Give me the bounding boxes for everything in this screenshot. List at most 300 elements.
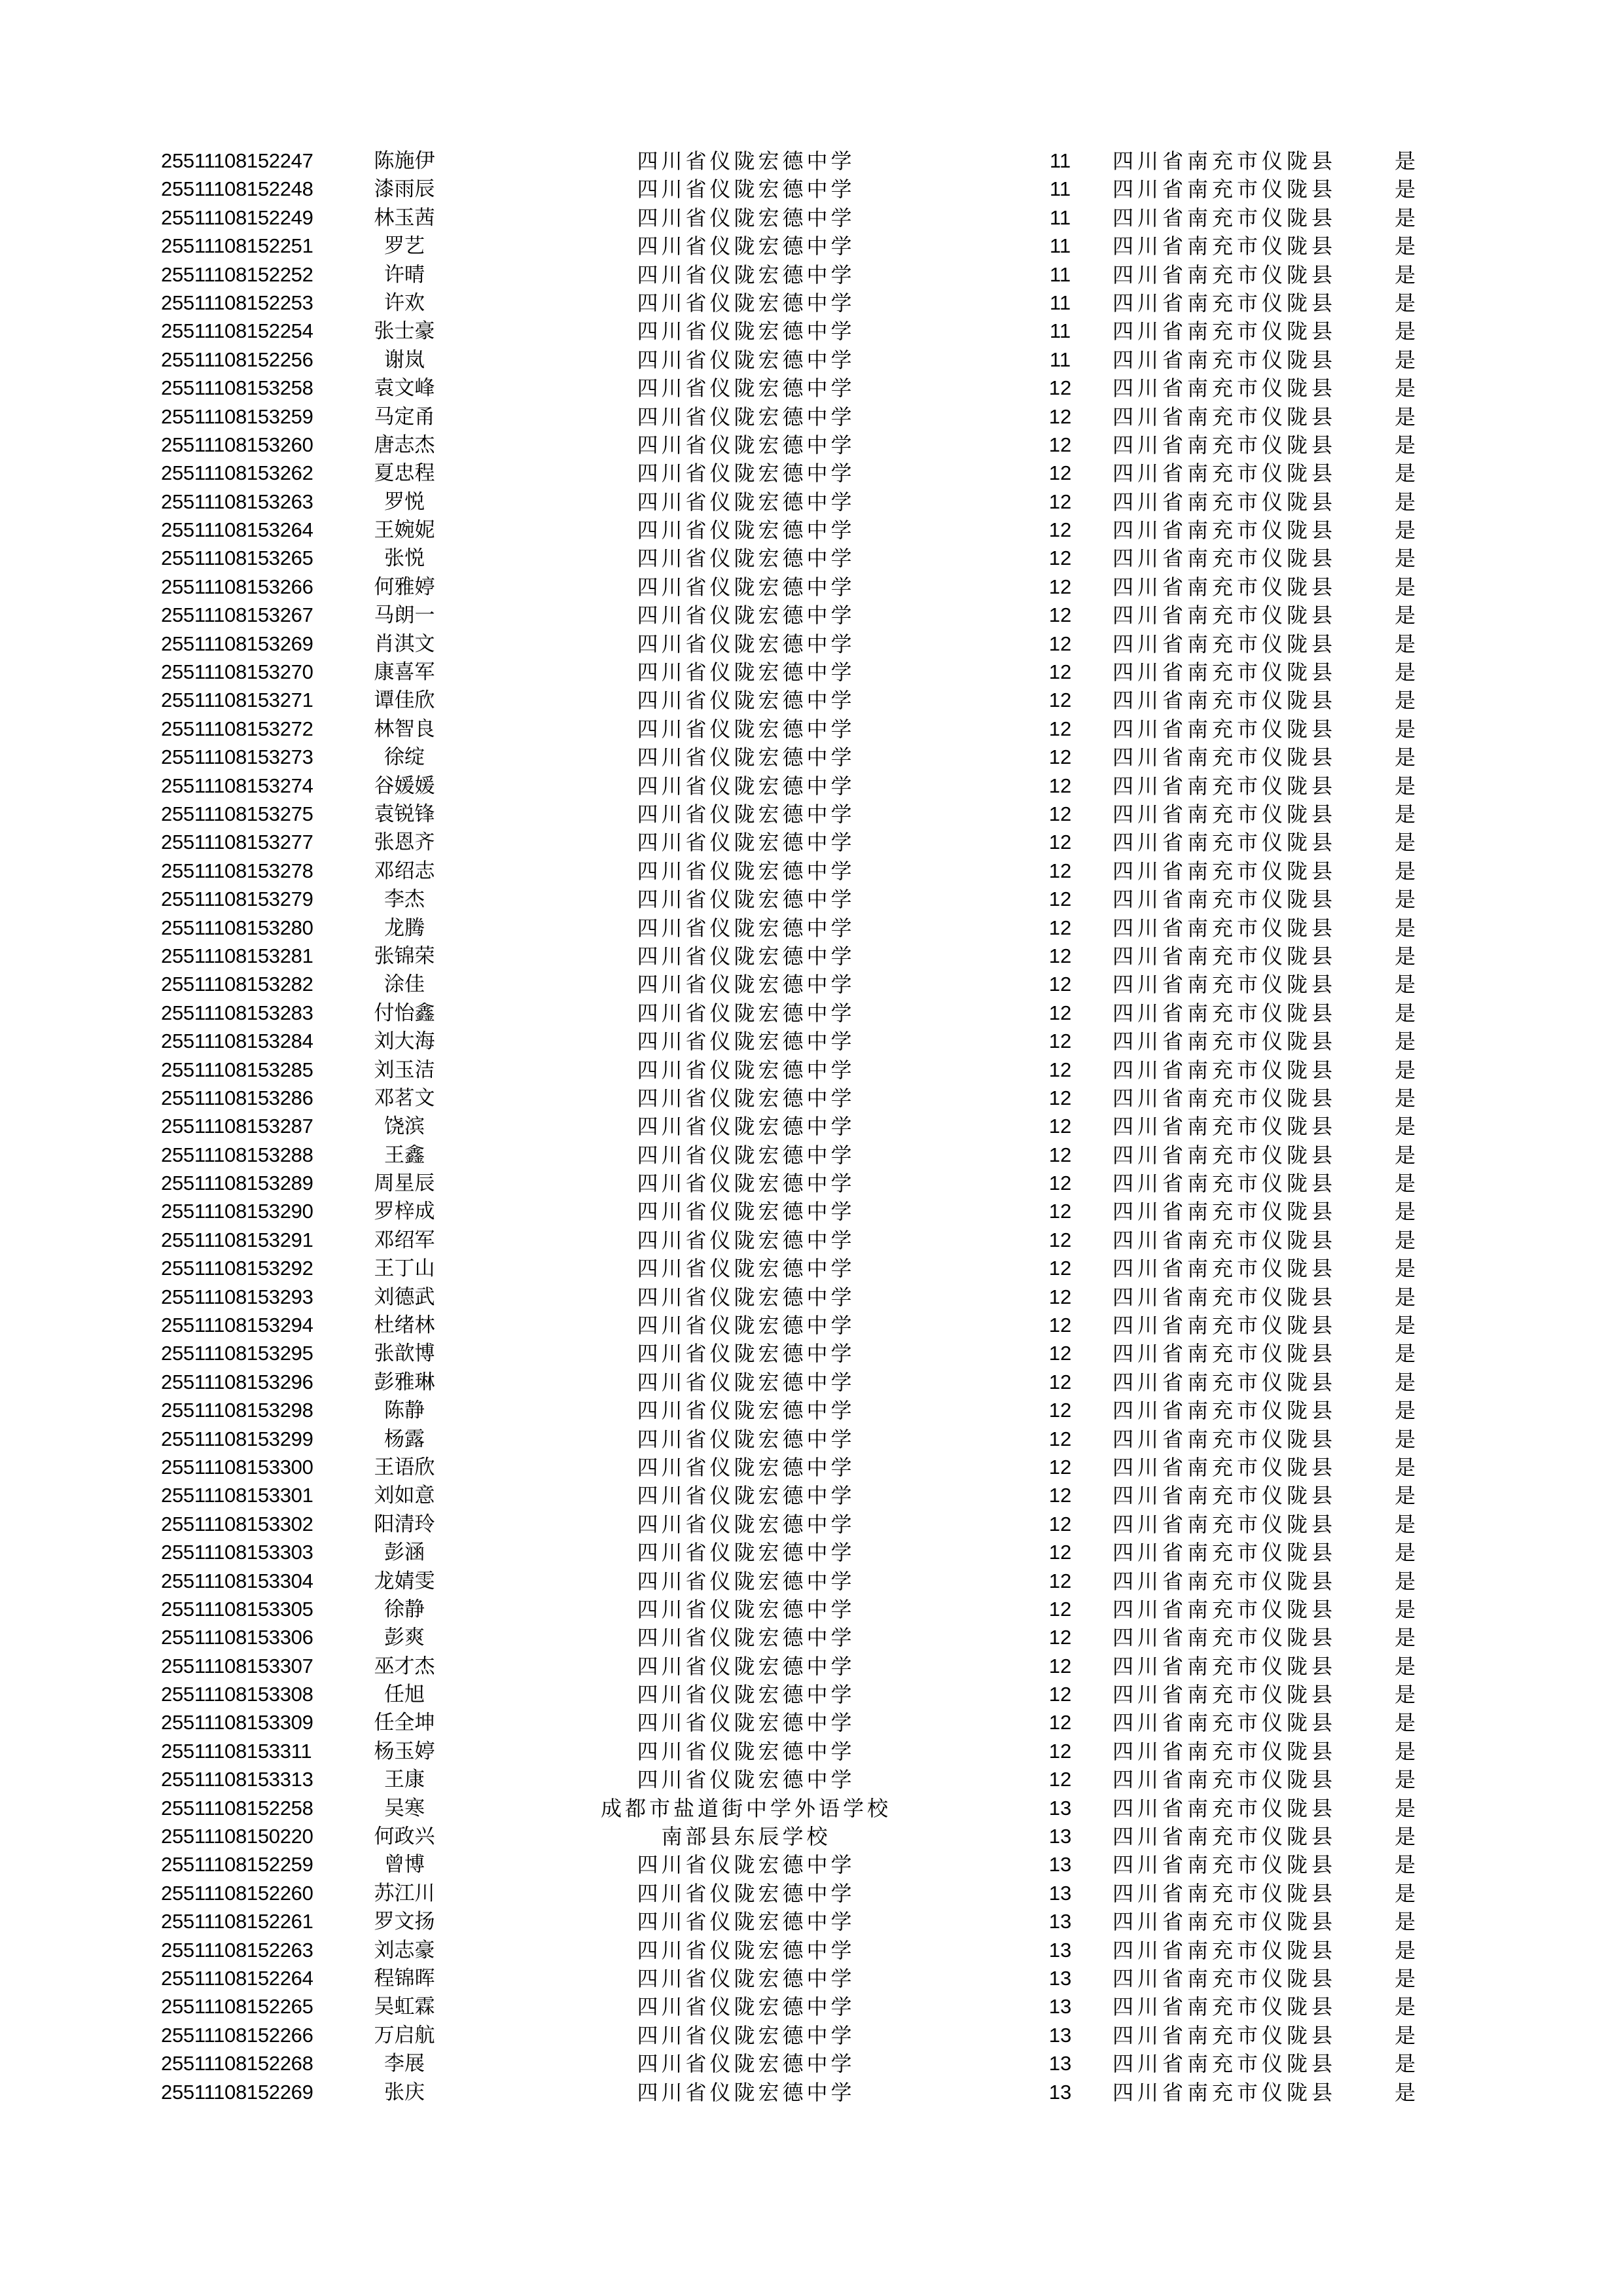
region-cell: 四川省南充市仪陇县 (1113, 1341, 1337, 1367)
school-cell: 四川省仪陇宏德中学 (637, 1596, 855, 1622)
region-cell: 四川省南充市仪陇县 (1113, 2079, 1337, 2105)
school-cell: 四川省仪陇宏德中学 (637, 290, 855, 315)
student-name-cell: 许欢 (384, 291, 425, 315)
candidate-id-cell: 25511108153274 (161, 774, 313, 797)
student-name-cell: 徐静 (384, 1597, 425, 1621)
group-number-cell: 12 (1048, 1086, 1072, 1109)
school-cell: 四川省仪陇宏德中学 (637, 518, 855, 543)
table-row (0, 1000, 1623, 1028)
candidate-id-cell: 25511108153271 (161, 689, 313, 712)
student-name-cell: 龙腾 (384, 916, 425, 940)
region-cell: 四川省南充市仪陇县 (1113, 1227, 1337, 1253)
group-number-cell: 12 (1048, 1001, 1072, 1024)
student-name-cell: 马定甬 (374, 404, 435, 429)
region-cell: 四川省南充市仪陇县 (1113, 1852, 1337, 1878)
group-number-cell: 12 (1048, 944, 1072, 967)
candidate-id-cell: 25511108153290 (161, 1200, 313, 1223)
student-name-cell: 苏江川 (374, 1881, 435, 1905)
candidate-id-cell: 25511108152265 (161, 1995, 313, 2018)
status-flag-cell: 是 (1394, 716, 1416, 742)
table-row (0, 1568, 1623, 1596)
student-name-cell: 程锦晖 (374, 1967, 435, 1990)
student-name-cell: 龙婧雯 (374, 1569, 435, 1593)
group-number-cell: 13 (1048, 1825, 1072, 1848)
table-row (0, 1823, 1623, 1852)
school-cell: 四川省仪陇宏德中学 (637, 1199, 855, 1225)
student-name-cell: 曾博 (384, 1853, 425, 1877)
table-row (0, 176, 1623, 204)
student-name-cell: 袁锐锋 (374, 802, 435, 826)
school-cell: 四川省仪陇宏德中学 (637, 1880, 855, 1906)
school-cell: 四川省仪陇宏德中学 (637, 1625, 855, 1651)
student-name-cell: 徐绽 (384, 745, 425, 770)
school-cell: 四川省仪陇宏德中学 (637, 1085, 855, 1111)
group-number-cell: 11 (1049, 149, 1071, 172)
region-cell: 四川省南充市仪陇县 (1113, 1171, 1337, 1196)
table-row (0, 744, 1623, 772)
candidate-id-cell: 25511108153291 (161, 1228, 313, 1251)
candidate-id-cell: 25511108153272 (161, 717, 313, 740)
status-flag-cell: 是 (1394, 1540, 1416, 1566)
student-name-cell: 刘大海 (374, 1030, 435, 1054)
candidate-id-cell: 25511108152260 (161, 1881, 313, 1905)
region-cell: 四川省南充市仪陇县 (1113, 2051, 1337, 2077)
school-cell: 四川省仪陇宏德中学 (637, 972, 855, 997)
school-cell: 四川省仪陇宏德中学 (637, 461, 855, 486)
region-cell: 四川省南充市仪陇县 (1113, 1710, 1337, 1736)
table-row (0, 1028, 1623, 1056)
student-name-cell: 谷媛媛 (374, 774, 435, 798)
school-cell: 四川省仪陇宏德中学 (637, 1511, 855, 1537)
status-flag-cell: 是 (1394, 1057, 1416, 1083)
student-name-cell: 巫才杰 (374, 1654, 435, 1678)
student-name-cell: 李杰 (384, 888, 425, 912)
status-flag-cell: 是 (1394, 262, 1416, 287)
region-cell: 四川省南充市仪陇县 (1113, 574, 1337, 600)
group-number-cell: 12 (1048, 1172, 1072, 1195)
group-number-cell: 12 (1048, 603, 1072, 627)
region-cell: 四川省南充市仪陇县 (1113, 1540, 1337, 1566)
table-row (0, 545, 1623, 573)
table-row (0, 1624, 1623, 1653)
group-number-cell: 12 (1048, 745, 1072, 769)
school-cell: 四川省仪陇宏德中学 (637, 489, 855, 514)
student-name-cell: 万启航 (374, 2023, 435, 2047)
student-name-cell: 涂佳 (384, 973, 425, 997)
table-row (0, 262, 1623, 290)
school-cell: 四川省仪陇宏德中学 (637, 1966, 855, 1991)
status-flag-cell: 是 (1394, 2022, 1416, 2048)
region-cell: 四川省南充市仪陇县 (1113, 546, 1337, 571)
region-cell: 四川省南充市仪陇县 (1113, 1284, 1337, 1310)
student-name-cell: 刘如意 (374, 1484, 435, 1508)
group-number-cell: 11 (1049, 319, 1071, 343)
candidate-id-cell: 25511108153285 (161, 1058, 313, 1081)
student-name-cell: 邓绍志 (374, 859, 435, 883)
candidate-id-cell: 25511108153269 (161, 632, 313, 655)
candidate-id-cell: 25511108153306 (161, 1626, 313, 1649)
candidate-id-cell: 25511108153289 (161, 1172, 313, 1195)
table-row (0, 574, 1623, 602)
group-number-cell: 12 (1048, 461, 1072, 485)
group-number-cell: 11 (1049, 291, 1071, 314)
group-number-cell: 12 (1048, 490, 1072, 513)
region-cell: 四川省南充市仪陇县 (1113, 2022, 1337, 2048)
group-number-cell: 12 (1048, 1058, 1072, 1081)
table-row (0, 1454, 1623, 1482)
student-name-cell: 谭佳欣 (374, 689, 435, 713)
status-flag-cell: 是 (1394, 1795, 1416, 1821)
table-row (0, 943, 1623, 971)
region-cell: 四川省南充市仪陇县 (1113, 1682, 1337, 1708)
region-cell: 四川省南充市仪陇县 (1113, 1454, 1337, 1480)
student-name-cell: 漆雨辰 (374, 177, 435, 202)
table-row (0, 432, 1623, 460)
candidate-id-cell: 25511108153283 (161, 1001, 313, 1024)
status-flag-cell: 是 (1394, 688, 1416, 713)
status-flag-cell: 是 (1394, 943, 1416, 969)
status-flag-cell: 是 (1394, 858, 1416, 884)
student-name-cell: 杨露 (384, 1427, 425, 1451)
student-name-cell: 阳清玲 (374, 1512, 435, 1536)
student-name-cell: 王丁山 (374, 1257, 435, 1281)
group-number-cell: 12 (1048, 404, 1072, 428)
school-cell: 四川省仪陇宏德中学 (637, 773, 855, 798)
school-cell: 四川省仪陇宏德中学 (637, 858, 855, 884)
region-cell: 四川省南充市仪陇县 (1113, 1398, 1337, 1424)
student-name-cell: 彭雅琳 (374, 1370, 435, 1394)
table-row (0, 631, 1623, 659)
region-cell: 四川省南充市仪陇县 (1113, 1142, 1337, 1168)
region-cell: 四川省南充市仪陇县 (1113, 1057, 1337, 1083)
group-number-cell: 13 (1048, 1796, 1072, 1820)
group-number-cell: 12 (1048, 1143, 1072, 1166)
status-flag-cell: 是 (1394, 1000, 1416, 1026)
candidate-id-cell: 25511108153277 (161, 831, 313, 854)
student-name-cell: 袁文峰 (374, 376, 435, 401)
candidate-id-cell: 25511108152259 (161, 1853, 313, 1876)
student-name-cell: 刘志豪 (374, 1938, 435, 1962)
school-cell: 四川省仪陇宏德中学 (637, 347, 855, 372)
student-name-cell: 刘玉洁 (374, 1058, 435, 1082)
region-cell: 四川省南充市仪陇县 (1113, 688, 1337, 713)
candidate-id-cell: 25511108152263 (161, 1938, 313, 1962)
status-flag-cell: 是 (1394, 205, 1416, 230)
student-name-cell: 张歆博 (374, 1342, 435, 1366)
candidate-id-cell: 25511108153296 (161, 1370, 313, 1393)
candidate-id-cell: 25511108152248 (161, 177, 313, 201)
group-number-cell: 12 (1048, 1342, 1072, 1365)
status-flag-cell: 是 (1394, 2051, 1416, 2077)
table-row (0, 1113, 1623, 1141)
candidate-id-cell: 25511108152266 (161, 2023, 313, 2047)
group-number-cell: 12 (1048, 1200, 1072, 1223)
school-cell: 四川省仪陇宏德中学 (637, 2051, 855, 2077)
candidate-id-cell: 25511108153260 (161, 433, 313, 456)
group-number-cell: 12 (1048, 1399, 1072, 1422)
table-row (0, 318, 1623, 346)
region-cell: 四川省南充市仪陇县 (1113, 858, 1337, 884)
group-number-cell: 12 (1048, 1030, 1072, 1053)
region-cell: 四川省南充市仪陇县 (1113, 149, 1337, 173)
school-cell: 四川省仪陇宏德中学 (637, 1540, 855, 1566)
student-name-cell: 马朗一 (374, 603, 435, 628)
status-flag-cell: 是 (1394, 1313, 1416, 1338)
region-cell: 四川省南充市仪陇县 (1113, 660, 1337, 685)
table-row (0, 1738, 1623, 1767)
group-number-cell: 12 (1048, 1484, 1072, 1507)
table-row (0, 1994, 1623, 2022)
school-cell: 四川省仪陇宏德中学 (637, 376, 855, 401)
table-row (0, 1511, 1623, 1539)
table-row (0, 375, 1623, 403)
region-cell: 四川省南充市仪陇县 (1113, 943, 1337, 969)
student-name-cell: 罗艺 (384, 234, 425, 259)
school-cell: 四川省仪陇宏德中学 (637, 1142, 855, 1168)
status-flag-cell: 是 (1394, 1767, 1416, 1793)
student-name-cell: 张士豪 (374, 319, 435, 344)
table-row (0, 971, 1623, 999)
group-number-cell: 12 (1048, 1314, 1072, 1337)
group-number-cell: 12 (1048, 1455, 1072, 1479)
student-name-cell: 李展 (384, 2052, 425, 2076)
region-cell: 四川省南充市仪陇县 (1113, 915, 1337, 941)
school-cell: 四川省仪陇宏德中学 (637, 1256, 855, 1282)
student-name-cell: 夏忠程 (374, 461, 435, 486)
group-number-cell: 11 (1049, 177, 1071, 201)
group-number-cell: 12 (1048, 1115, 1072, 1138)
status-flag-cell: 是 (1394, 461, 1416, 486)
status-flag-cell: 是 (1394, 1341, 1416, 1367)
school-cell: 四川省仪陇宏德中学 (637, 1114, 855, 1139)
student-name-cell: 吴寒 (384, 1796, 425, 1820)
table-row (0, 1426, 1623, 1454)
region-cell: 四川省南充市仪陇县 (1113, 773, 1337, 798)
group-number-cell: 12 (1048, 433, 1072, 456)
school-cell: 四川省仪陇宏德中学 (637, 1398, 855, 1424)
candidate-id-cell: 25511108153294 (161, 1314, 313, 1337)
status-flag-cell: 是 (1394, 1710, 1416, 1736)
region-cell: 四川省南充市仪陇县 (1113, 461, 1337, 486)
candidate-id-cell: 25511108153287 (161, 1115, 313, 1138)
table-row (0, 1369, 1623, 1397)
student-name-cell: 邓茗文 (374, 1086, 435, 1110)
candidate-id-cell: 25511108152254 (161, 319, 313, 343)
table-row (0, 148, 1623, 176)
status-flag-cell: 是 (1394, 972, 1416, 997)
roster-table (0, 148, 1623, 2108)
student-name-cell: 邓绍军 (374, 1228, 435, 1252)
table-row (0, 1255, 1623, 1283)
group-number-cell: 11 (1049, 348, 1071, 371)
candidate-id-cell: 25511108153264 (161, 518, 313, 542)
table-row (0, 1312, 1623, 1340)
region-cell: 四川省南充市仪陇县 (1113, 1313, 1337, 1338)
student-name-cell: 饶滨 (384, 1115, 425, 1139)
school-cell: 四川省仪陇宏德中学 (637, 943, 855, 969)
candidate-id-cell: 25511108153302 (161, 1512, 313, 1535)
candidate-id-cell: 25511108150220 (161, 1825, 313, 1848)
group-number-cell: 11 (1049, 206, 1071, 229)
status-flag-cell: 是 (1394, 1511, 1416, 1537)
table-row (0, 1681, 1623, 1710)
group-number-cell: 12 (1048, 802, 1072, 825)
candidate-id-cell: 25511108153266 (161, 575, 313, 598)
region-cell: 四川省南充市仪陇县 (1113, 1596, 1337, 1622)
candidate-id-cell: 25511108152264 (161, 1967, 313, 1990)
candidate-id-cell: 25511108153258 (161, 376, 313, 400)
group-number-cell: 13 (1048, 1910, 1072, 1933)
table-row (0, 2022, 1623, 2051)
status-flag-cell: 是 (1394, 347, 1416, 372)
student-name-cell: 张庆 (384, 2080, 425, 2104)
school-cell: 四川省仪陇宏德中学 (637, 574, 855, 600)
table-row (0, 1057, 1623, 1085)
candidate-id-cell: 25511108153286 (161, 1086, 313, 1109)
candidate-id-cell: 25511108153305 (161, 1597, 313, 1621)
group-number-cell: 13 (1048, 1853, 1072, 1876)
school-cell: 四川省仪陇宏德中学 (637, 1369, 855, 1395)
student-name-cell: 杨玉婷 (374, 1739, 435, 1763)
candidate-id-cell: 25511108152253 (161, 291, 313, 314)
status-flag-cell: 是 (1394, 432, 1416, 457)
region-cell: 四川省南充市仪陇县 (1113, 972, 1337, 997)
student-name-cell: 吴虹霖 (374, 1995, 435, 2019)
school-cell: 四川省仪陇宏德中学 (637, 319, 855, 344)
status-flag-cell: 是 (1394, 1199, 1416, 1225)
school-cell: 四川省仪陇宏德中学 (637, 1313, 855, 1338)
candidate-id-cell: 25511108153304 (161, 1569, 313, 1592)
school-cell: 四川省仪陇宏德中学 (637, 1454, 855, 1480)
region-cell: 四川省南充市仪陇县 (1113, 1824, 1337, 1850)
candidate-id-cell: 25511108152249 (161, 206, 313, 229)
table-row (0, 233, 1623, 261)
table-row (0, 1937, 1623, 1965)
candidate-id-cell: 25511108153299 (161, 1427, 313, 1450)
status-flag-cell: 是 (1394, 1114, 1416, 1139)
group-number-cell: 11 (1049, 262, 1071, 286)
status-flag-cell: 是 (1394, 1852, 1416, 1878)
status-flag-cell: 是 (1394, 1880, 1416, 1906)
student-name-cell: 何雅婷 (374, 575, 435, 599)
table-row (0, 1142, 1623, 1170)
status-flag-cell: 是 (1394, 1625, 1416, 1651)
region-cell: 四川省南充市仪陇县 (1113, 489, 1337, 514)
group-number-cell: 13 (1048, 1967, 1072, 1990)
table-row (0, 773, 1623, 801)
school-cell: 四川省仪陇宏德中学 (637, 716, 855, 742)
group-number-cell: 12 (1048, 1285, 1072, 1308)
group-number-cell: 13 (1048, 2080, 1072, 2104)
group-number-cell: 13 (1048, 1938, 1072, 1962)
school-cell: 四川省仪陇宏德中学 (637, 660, 855, 685)
student-name-cell: 付怡鑫 (374, 1001, 435, 1025)
candidate-id-cell: 25511108153313 (161, 1768, 313, 1791)
table-row (0, 1767, 1623, 1795)
candidate-id-cell: 25511108152269 (161, 2080, 313, 2104)
student-name-cell: 罗梓成 (374, 1200, 435, 1224)
candidate-id-cell: 25511108153300 (161, 1455, 313, 1479)
table-row (0, 1596, 1623, 1624)
region-cell: 四川省南充市仪陇县 (1113, 1625, 1337, 1651)
student-name-cell: 王婉妮 (374, 518, 435, 543)
group-number-cell: 12 (1048, 1370, 1072, 1393)
candidate-id-cell: 25511108153292 (161, 1257, 313, 1280)
candidate-id-cell: 25511108153275 (161, 802, 313, 825)
school-cell: 四川省仪陇宏德中学 (637, 1057, 855, 1083)
table-row (0, 915, 1623, 943)
region-cell: 四川省南充市仪陇县 (1113, 1000, 1337, 1026)
candidate-id-cell: 25511108153281 (161, 944, 313, 967)
status-flag-cell: 是 (1394, 1568, 1416, 1594)
group-number-cell: 13 (1048, 1995, 1072, 2018)
region-cell: 四川省南充市仪陇县 (1113, 319, 1337, 344)
table-row (0, 460, 1623, 488)
candidate-id-cell: 25511108153301 (161, 1484, 313, 1507)
table-row (0, 1965, 1623, 1994)
region-cell: 四川省南充市仪陇县 (1113, 376, 1337, 401)
student-name-cell: 肖淇文 (374, 632, 435, 656)
school-cell: 四川省仪陇宏德中学 (637, 149, 855, 173)
table-row (0, 602, 1623, 630)
table-row (0, 1198, 1623, 1227)
school-cell: 四川省仪陇宏德中学 (637, 1029, 855, 1054)
status-flag-cell: 是 (1394, 1142, 1416, 1168)
region-cell: 四川省南充市仪陇县 (1113, 1767, 1337, 1793)
student-name-cell: 谢岚 (384, 348, 425, 372)
candidate-id-cell: 25511108153267 (161, 603, 313, 627)
status-flag-cell: 是 (1394, 801, 1416, 827)
region-cell: 四川省南充市仪陇县 (1113, 603, 1337, 628)
candidate-id-cell: 25511108153262 (161, 461, 313, 485)
status-flag-cell: 是 (1394, 574, 1416, 600)
table-row (0, 1539, 1623, 1568)
group-number-cell: 12 (1048, 1683, 1072, 1706)
student-name-cell: 林智良 (374, 717, 435, 741)
school-cell: 四川省仪陇宏德中学 (637, 1000, 855, 1026)
group-number-cell: 12 (1048, 1768, 1072, 1791)
group-number-cell: 12 (1048, 1626, 1072, 1649)
status-flag-cell: 是 (1394, 1227, 1416, 1253)
region-cell: 四川省南充市仪陇县 (1113, 1994, 1337, 2020)
table-row (0, 1284, 1623, 1312)
student-name-cell: 张悦 (384, 547, 425, 571)
candidate-id-cell: 25511108152261 (161, 1910, 313, 1933)
candidate-id-cell: 25511108153311 (161, 1739, 312, 1763)
group-number-cell: 12 (1048, 376, 1072, 400)
school-cell: 四川省仪陇宏德中学 (637, 2022, 855, 2048)
table-row (0, 858, 1623, 886)
group-number-cell: 12 (1048, 1228, 1072, 1251)
status-flag-cell: 是 (1394, 1369, 1416, 1395)
status-flag-cell: 是 (1394, 234, 1416, 259)
group-number-cell: 13 (1048, 2023, 1072, 2047)
group-number-cell: 13 (1048, 1881, 1072, 1905)
region-cell: 四川省南充市仪陇县 (1113, 205, 1337, 230)
status-flag-cell: 是 (1394, 1937, 1416, 1963)
table-row (0, 1085, 1623, 1113)
region-cell: 四川省南充市仪陇县 (1113, 1029, 1337, 1054)
region-cell: 四川省南充市仪陇县 (1113, 1256, 1337, 1282)
school-cell: 四川省仪陇宏德中学 (637, 234, 855, 259)
status-flag-cell: 是 (1394, 2079, 1416, 2105)
region-cell: 四川省南充市仪陇县 (1113, 262, 1337, 287)
region-cell: 四川省南充市仪陇县 (1113, 1738, 1337, 1764)
candidate-id-cell: 25511108153295 (161, 1342, 313, 1365)
candidate-id-cell: 25511108153309 (161, 1711, 313, 1734)
student-name-cell: 陈静 (384, 1399, 425, 1423)
status-flag-cell: 是 (1394, 1029, 1416, 1054)
